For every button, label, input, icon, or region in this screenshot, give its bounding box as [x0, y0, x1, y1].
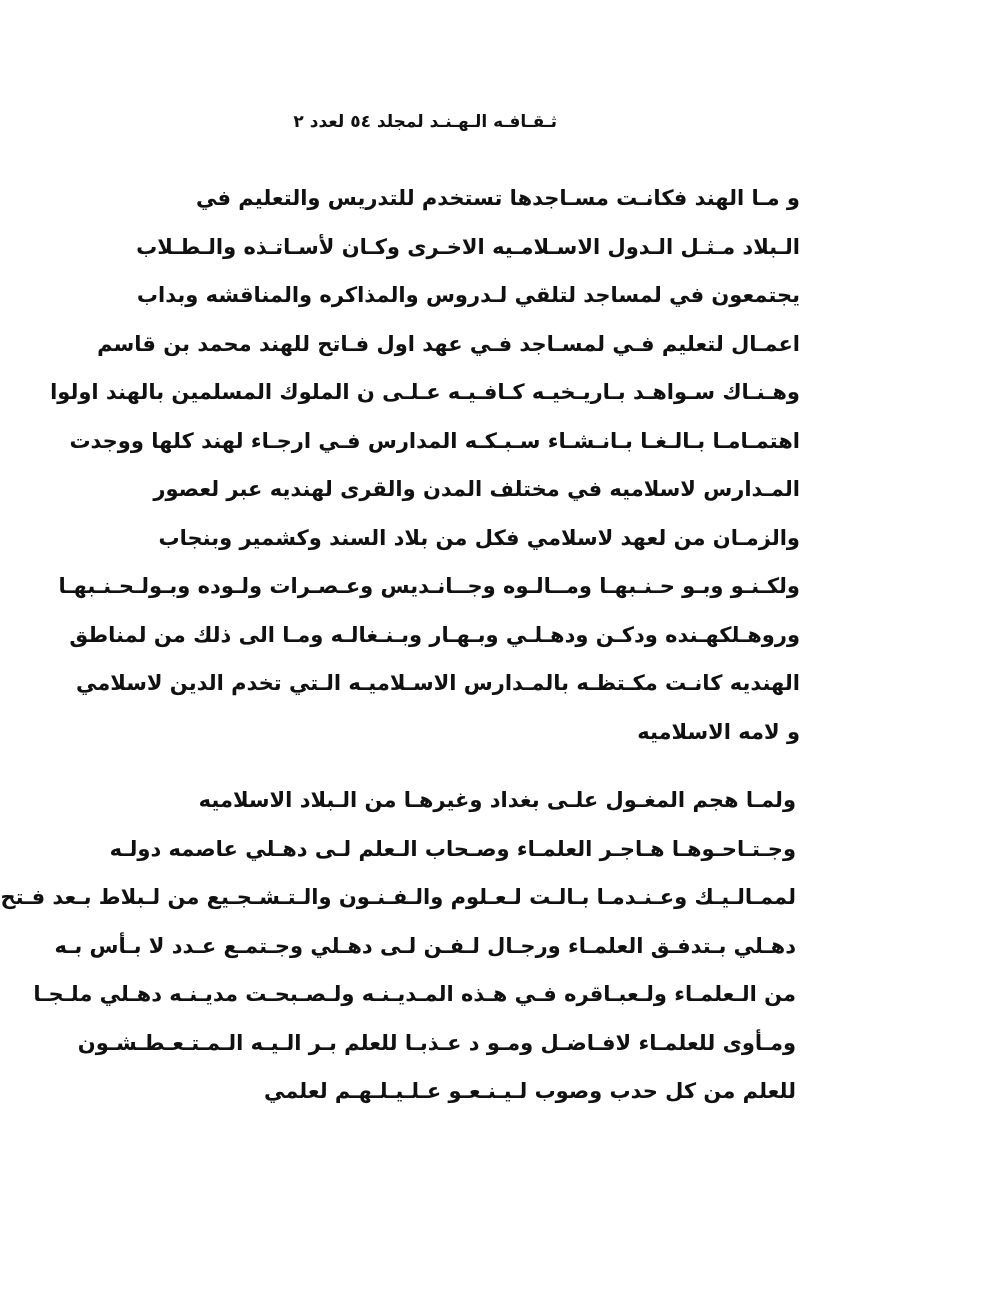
text-line: اهتمـامـا بـالـغـا بـانـشـاء سـبـكـه المدارس فـي ارجـاء لهند كلها ووجدت: [69, 428, 800, 453]
paragraph-1: [50, 174, 916, 756]
text-line: المـدارس لاسلاميه في مختلف المدن والقرى لهنديه عبر لعصور: [153, 477, 800, 501]
text-line: ولكـنـو وبـو حـنـبهـا ومــالـوه وجــانـديس وعـصـرات ولـوده وبـولـحـنـبهـا: [58, 574, 800, 598]
text-line: وروهـلكهـنده ودكـن ودهـلـي وبـهـار وبـنـغالـه ومـا الى ذلك من لمناطق: [69, 622, 800, 647]
text-line: من الـعلمـاء ولـعبـاقره فـي هـذه المـديـنـه ولـصـبحـت مديـنـه دهـلي ملـجـا: [33, 982, 796, 1006]
running-header: ثـقـافـه الـهـنـد لمجلد ٥٤ لعدد ٢: [293, 112, 557, 132]
text-line: ولمـا هجم المغـول علـى بغداد وغيرهـا من الـبلاد الاسلاميه: [198, 788, 796, 812]
text-line: يجتمعون في لمساجد لتلقي لـدروس والمذاكره والمناقشه وبداب: [136, 283, 800, 307]
text-line: وهـنـاك سـواهـد بـاريـخيـه كـافـيـه عـلـى ن الملوك المسلمين بالهند اولوا: [50, 380, 800, 404]
text-line: والزمـان من لعهد لاسلامي فكل من بلاد السند وكشمير وبنجاب: [158, 525, 800, 550]
text-line: دهـلي بـتدفـق العلمـاء ورجـال لـفـن لـى دهـلي وجـتمـع عـدد لا بـأس بـه: [54, 933, 796, 958]
text-line: وجـتـاحـوهـا هـاجـر العلمـاء وصـحاب الـعلم لـى دهـلي عاصمه دولـه: [109, 836, 796, 861]
text-line: لممـالـيـك وعـنـدمـا بـالـت لـعـلوم والـفـنـون والـتـشـجـيع من لـبلاط بـعد فـتح: [0, 885, 796, 909]
text-line: و مـا الهند فكانـت مسـاجدها تستخدم للتدريس والتعليم في: [195, 186, 800, 210]
text-line: الـبلاد مـثـل الـدول الاسـلامـيه الاخـرى وكـان لأسـاتـذه والـطـلاب: [136, 234, 800, 259]
text-line: الهنديه كانـت مكـتظـه بالمـدارس الاسـلاميـه الـتي تخدم الدين لاسلامي: [76, 671, 800, 695]
text-line: اعمـال لتعليم فـي لمسـاجد فـي عهد اول فـاتح للهند محمد بن قاسم: [97, 331, 800, 356]
paragraph-2: [0, 776, 916, 1116]
text-line: و لامه الاسلاميه: [637, 719, 800, 744]
text-line: للعلم من كل حدب وصوب لـيـنـعـو عـلـيـلـهـم لعلمي: [263, 1079, 796, 1103]
text-line: ومـأوى للعلمـاء لافـاضـل ومـو د عـذبـا للعلم بـر الـيـه الـمـتـعـطـشـون: [77, 1030, 796, 1055]
